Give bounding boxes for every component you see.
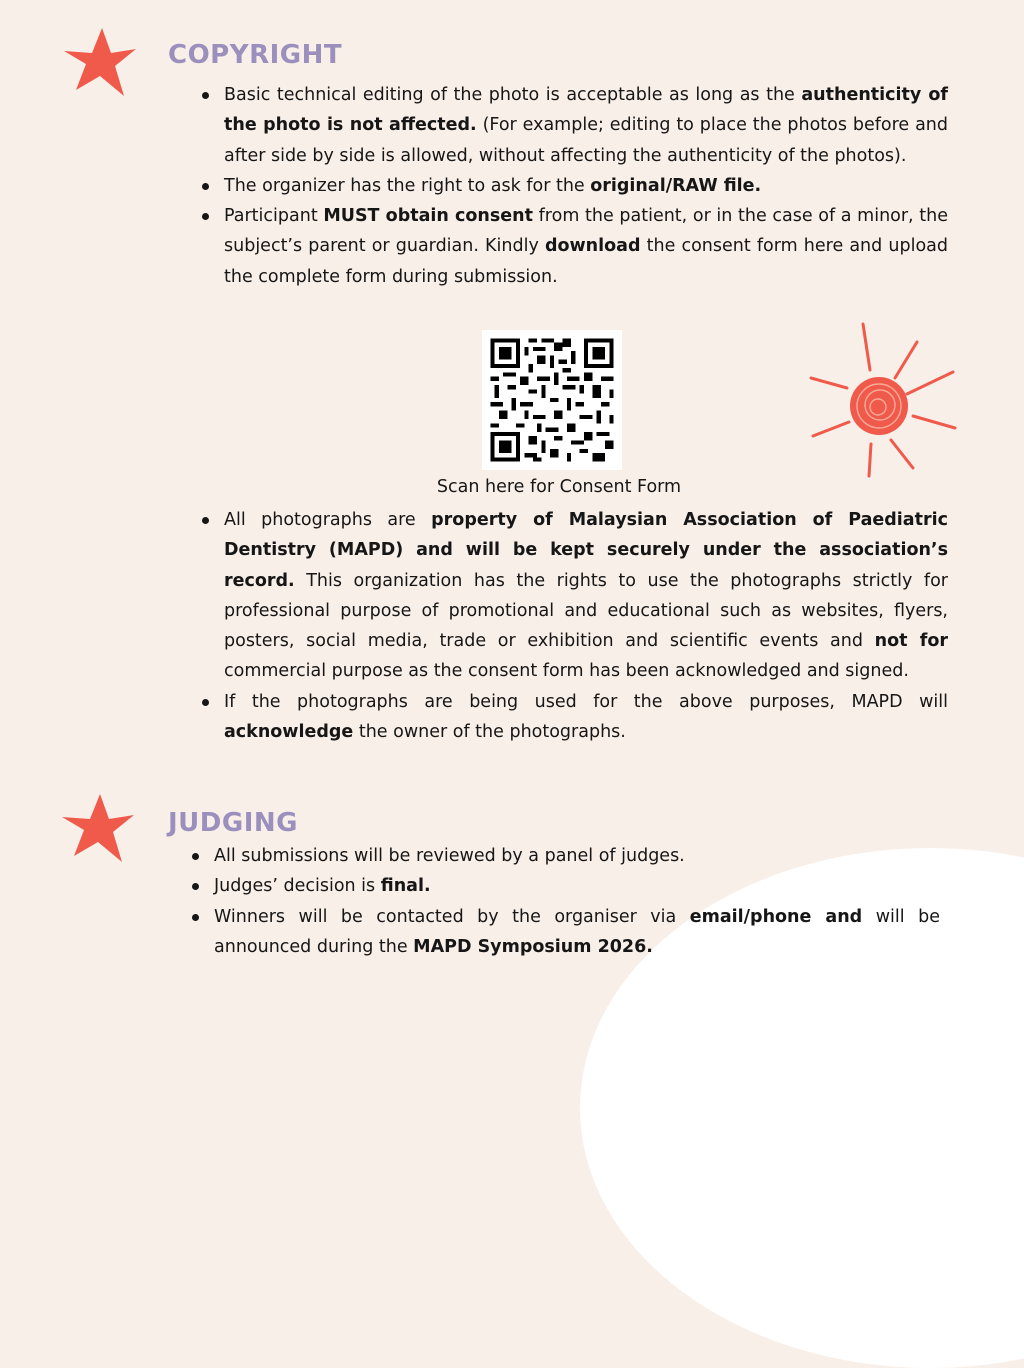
star-icon bbox=[60, 792, 136, 864]
qr-caption: Scan here for Consent Form bbox=[436, 477, 682, 497]
sun-icon bbox=[805, 318, 957, 478]
section-title-copyright: COPYRIGHT bbox=[168, 40, 343, 70]
copyright-list-continued bbox=[224, 505, 948, 747]
list-item: Participant MUST obtain consent from the patient, or in the case of a minor, the subject’s parent or guardian. Kindly download the consent form here and upload the complete form during submission. bbox=[224, 201, 948, 292]
section-title-judging: JUDGING bbox=[168, 808, 298, 838]
list-item: Winners will be contacted by the organiser via email/phone and will be announced during the MAPD Symposium 2026. bbox=[214, 902, 940, 963]
copyright-list bbox=[224, 80, 948, 292]
list-item: All submissions will be reviewed by a panel of judges. bbox=[214, 841, 940, 871]
judging-list bbox=[214, 841, 940, 962]
star-icon bbox=[62, 26, 138, 98]
consent-form-qr-code[interactable] bbox=[482, 330, 622, 470]
list-item: Judges’ decision is final. bbox=[214, 871, 940, 901]
list-item: Basic technical editing of the photo is acceptable as long as the authenticity of the photo is not affected. (For example; editing to place the photos before and after side by side is allowed, without affecting the authenticity of the photos). bbox=[224, 80, 948, 171]
list-item: The organizer has the right to ask for the original/RAW file. bbox=[224, 171, 948, 201]
list-item: All photographs are property of Malaysian Association of Paediatric Dentistry (MAPD) and will be kept securely under the association’s record. This organization has the rights to use the photographs strictly for professional purpose of promotional and educational such as websites, flyers, posters, social media, trade or exhibition and scientific events and not for commercial purpose as the consent form has been acknowledged and signed. bbox=[224, 505, 948, 687]
qr-code-icon bbox=[482, 330, 622, 470]
list-item: If the photographs are being used for the above purposes, MAPD will acknowledge the owner of the photographs. bbox=[224, 687, 948, 748]
